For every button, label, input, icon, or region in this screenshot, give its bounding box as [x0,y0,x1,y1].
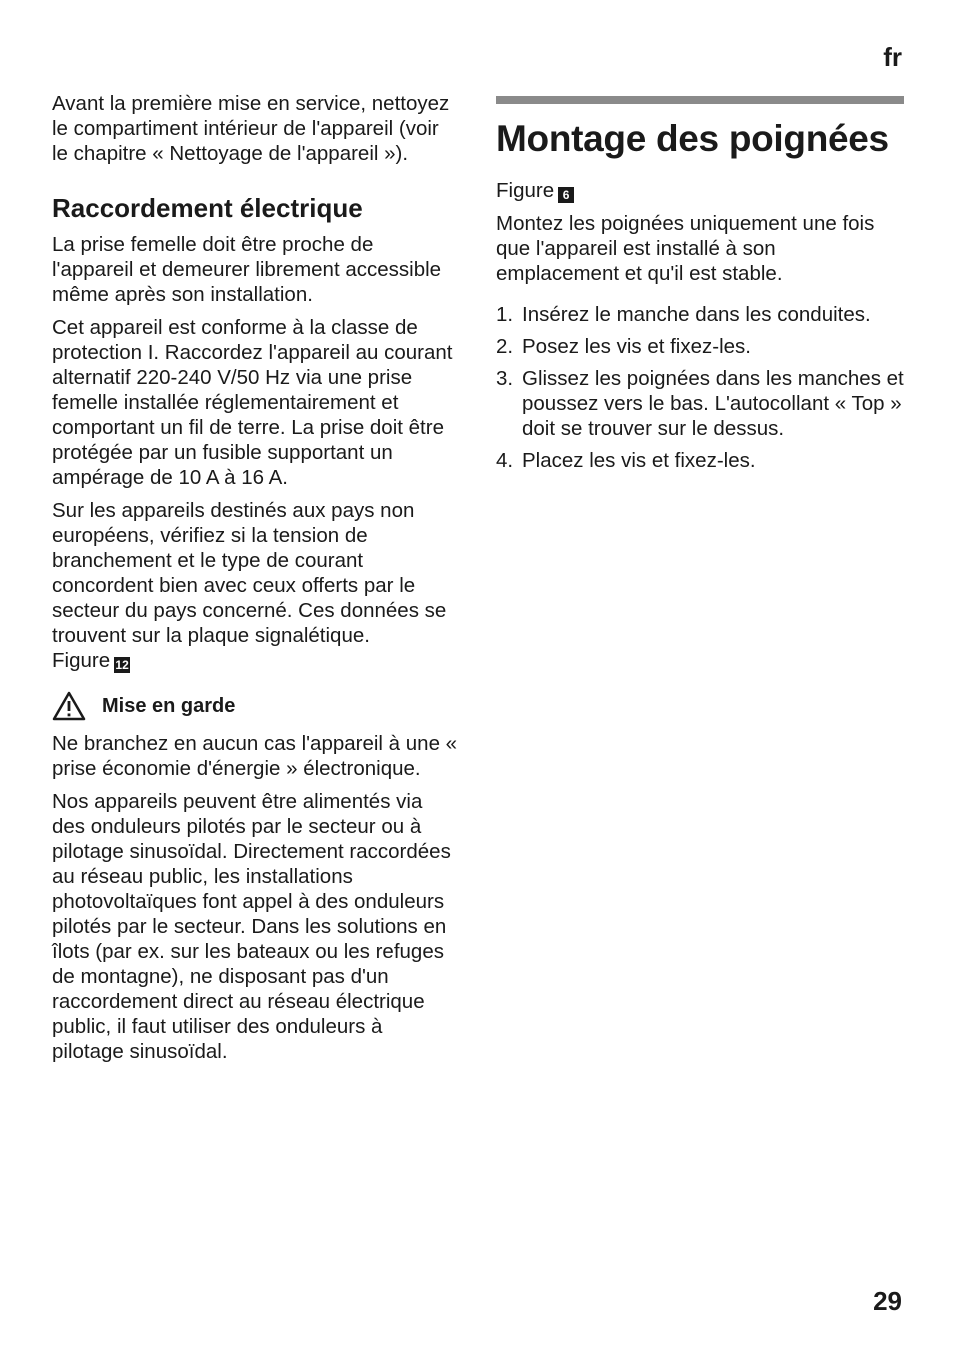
warning-title: Mise en garde [102,694,236,717]
left-column [52,91,458,1072]
paragraph-protection-class: Cet appareil est conforme à la classe de protection I. Raccordez l'appareil au courant alternatif 220-240 V/50 Hz via une prise femelle installée réglementairement et comportant un fil de terre. La prise doit être protégée par un fusible supportant un ampérage de 10 A à 16 A. [52,316,453,489]
paragraph-inverters: Nos appareils peuvent être alimentés via des onduleurs pilotés par le secteur ou à pilotage sinusoïdal. Directement raccordées au réseau public, les installations photovoltaïques font appel à des onduleurs pilotés par le secteur. Dans les solutions en îlots (par ex. sur les bateaux ou les refuges de montagne), ne disposant pas d'un raccordement direct au réseau électrique public, il faut utiliser des onduleurs à pilotage sinusoïdal. [52,790,451,1063]
section-divider [496,96,904,104]
list-item [496,448,904,473]
step-number: 3. [496,367,514,390]
figure-reference-label: Figure [496,179,555,202]
step-number: 1. [496,303,514,326]
right-column [496,96,904,480]
step-text: Placez les vis et fixez-les. [522,449,756,472]
section-title-handles: Montage des poignées [496,118,889,159]
paragraph-non-european-text: Sur les appareils destinés aux pays non européens, vérifiez si la tension de branchement et le type de courant concordent bien avec ceux offerts par le secteur du pays concerné. Ces données se trouvent sur la plaque signalétique. [52,499,447,647]
list-item [496,334,904,359]
figure-number-box: 6 [558,187,574,203]
list-item [496,302,904,327]
paragraph-socket: La prise femelle doit être proche de l'appareil et demeurer librement accessible même après son installation. [52,233,442,306]
figure-line [496,178,904,203]
steps-list [496,302,904,473]
paragraph-energy-saving-socket: Ne branchez en aucun cas l'appareil à une « prise économie d'énergie » électronique. [52,732,458,780]
step-text: Posez les vis et fixez-les. [522,335,751,358]
intro-paragraph: Avant la première mise en service, nettoyez le compartiment intérieur de l'appareil (voir le chapitre « Nettoyage de l'appareil »). [52,92,450,165]
warning-triangle-icon [52,691,86,721]
step-number: 2. [496,335,514,358]
step-text: Glissez les poignées dans les manches et poussez vers le bas. L'autocollant « Top » doit se trouver sur le dessus. [522,367,904,440]
page-number: 29 [873,1286,902,1316]
language-label: fr [883,42,902,72]
step-text: Insérez le manche dans les conduites. [522,303,871,326]
section-title-electrical: Raccordement électrique [52,193,363,223]
warning-heading [52,691,458,721]
figure-reference-label: Figure [52,649,111,672]
paragraph-non-european [52,498,458,673]
figure-number-box: 12 [115,658,129,672]
list-item [496,366,904,441]
step-number: 4. [496,449,514,472]
paragraph-handles-intro: Montez les poignées uniquement une fois que l'appareil est installé à son emplacement et qu'il est stable. [496,212,875,285]
